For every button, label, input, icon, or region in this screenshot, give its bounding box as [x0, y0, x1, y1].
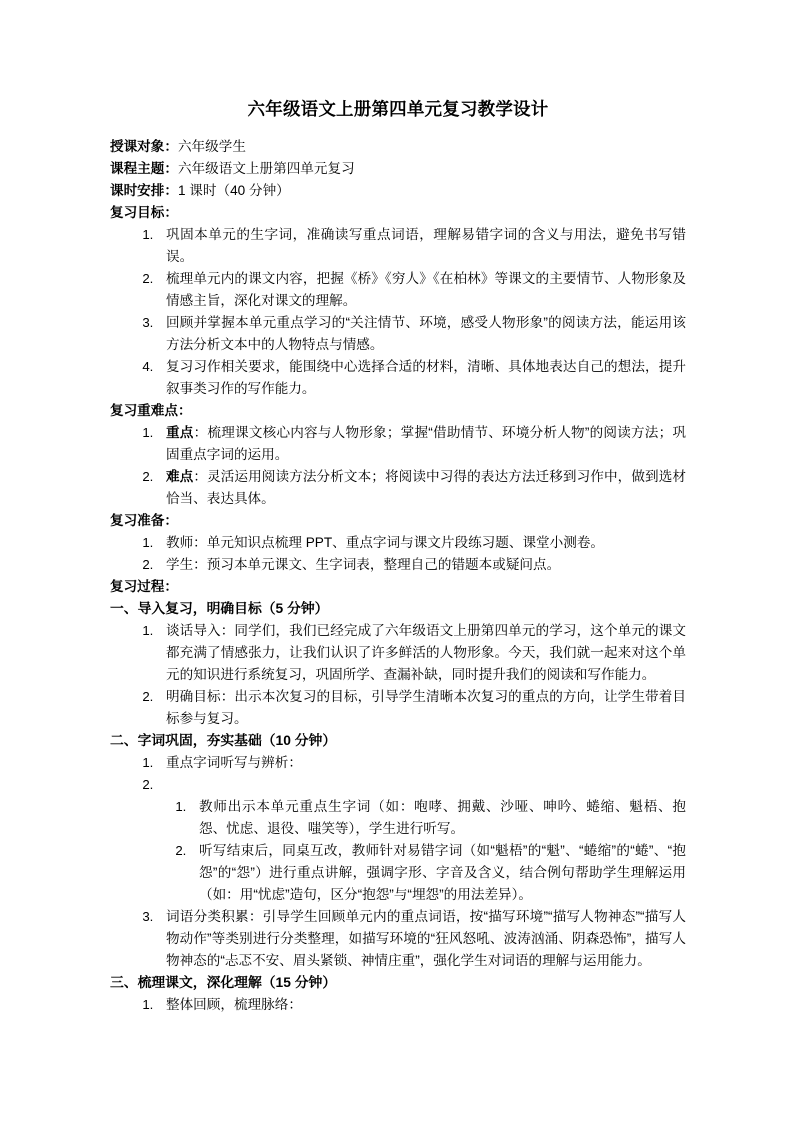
- list-item: [157, 422, 686, 466]
- meta-audience-label: 授课对象: [110, 139, 165, 154]
- list-item: 1. 教师：单元知识点梳理 PPT、重点字词与课文片段练习题、课堂小测卷。: [157, 532, 686, 554]
- list-item: 1. 巩固本单元的生字词，准确读写重点词语，理解易错字词的含义与用法，避免书写错误。: [157, 224, 686, 268]
- meta-topic-value: 六年级语文上册第四单元复习: [177, 161, 355, 176]
- meta-audience: [110, 136, 686, 158]
- list-item: [157, 466, 686, 510]
- section-1-list: [110, 620, 686, 730]
- meta-duration: [110, 180, 686, 202]
- meta-topic-label: 课程主题: [110, 161, 165, 176]
- keypoint-text: 灵活运用阅读方法分析文本；将阅读中习得的表达方法迁移到习作中，做到选材恰当、表达具体。: [166, 469, 686, 506]
- list-item: 1. 教师出示本单元重点生字词（如：咆哮、拥戴、沙哑、呻吟、蜷缩、魁梧、抱怨、忧虑、退役、嗤笑等），学生进行听写。: [190, 796, 686, 840]
- list-item: 2. 明确目标：出示本次复习的目标，引导学生清晰本次复习的重点的方向，让学生带着目标参与复习。: [157, 686, 686, 730]
- keypoints-heading: 复习重难点：: [110, 403, 192, 418]
- list-item: 2. 听写结束后，同桌互改，教师针对易错字词（如“魁梧”的“魁”、“蜷缩”的“蜷”、“抱怨”的“怨”）进行重点讲解，强调字形、字音及含义，结合例句帮助学生理解运用（如：用“忧虑”造句，区分“抱怨”与“埋怨”的用法差异）。: [190, 840, 686, 906]
- keypoint-separator: ：: [193, 425, 208, 440]
- section-heading-3: 三、梳理课文，深化理解（15 分钟）: [110, 975, 337, 990]
- list-item: 1. 重点字词听写与辨析：: [157, 752, 686, 774]
- section-heading-1: 一、导入复习，明确目标（5 分钟）: [110, 601, 329, 616]
- meta-duration-value: 1 课时（40 分钟）: [177, 183, 290, 198]
- list-item: 2. 学生：预习本单元课文、生字词表，整理自己的错题本或疑问点。: [157, 554, 686, 576]
- keypoint-separator: ：: [193, 469, 208, 484]
- meta-duration-label: 课时安排: [110, 183, 165, 198]
- process-heading: 复习过程：: [110, 579, 178, 594]
- page-title: 六年级语文上册第四单元复习教学设计: [247, 99, 549, 119]
- document-content: [110, 96, 686, 1016]
- section-2-list-part1: [110, 752, 686, 796]
- objectives-heading: 复习目标：: [110, 205, 178, 220]
- list-item: 4. 复习习作相关要求，能围绕中心选择合适的材料，清晰、具体地表达自己的想法，提升叙事类习作的写作能力。: [157, 356, 686, 400]
- list-item: [157, 774, 686, 796]
- section-3-list: [110, 994, 686, 1016]
- section-2-sublist: [110, 796, 686, 906]
- list-item: 3. 回顾并掌握本单元重点学习的“关注情节、环境，感受人物形象”的阅读方法，能运用该方法分析文本中的人物特点与情感。: [157, 312, 686, 356]
- section-2-list-part2: [110, 906, 686, 972]
- objectives-list: [110, 224, 686, 400]
- keypoints-list: [110, 422, 686, 510]
- list-item: 2. 梳理单元内的课文内容，把握《桥》《穷人》《在柏林》等课文的主要情节、人物形象及情感主旨，深化对课文的理解。: [157, 268, 686, 312]
- meta-duration-separator: ：: [164, 183, 178, 198]
- keypoint-text: 梳理课文核心内容与人物形象；掌握“借助情节、环境分析人物”的阅读方法；巩固重点字词的运用。: [166, 425, 687, 462]
- section-heading-2: 二、字词巩固，夯实基础（10 分钟）: [110, 733, 337, 748]
- list-item: 1. 整体回顾，梳理脉络：: [157, 994, 686, 1016]
- meta-topic: [110, 158, 686, 180]
- preparation-heading: 复习准备：: [110, 513, 178, 528]
- keypoint-label: 重点: [166, 425, 194, 440]
- preparation-list: [110, 532, 686, 576]
- keypoint-label: 难点: [166, 469, 194, 484]
- meta-audience-separator: ：: [164, 139, 178, 154]
- meta-audience-value: 六年级学生: [177, 139, 246, 154]
- list-item: 1. 谈话导入：同学们，我们已经完成了六年级语文上册第四单元的学习，这个单元的课文都充满了情感张力，让我们认识了许多鲜活的人物形象。今天，我们就一起来对这个单元的知识进行系统复习，巩固所学、查漏补缺，同时提升我们的阅读和写作能力。: [157, 620, 686, 686]
- list-item: 3. 词语分类积累：引导学生回顾单元内的重点词语，按“描写环境”“描写人物神态”“描写人物动作”等类别进行分类整理，如描写环境的“狂风怒吼、波涛汹涌、阴森恐怖”，描写人物神态的“忐忑不安、眉头紧锁、神情庄重”，强化学生对词语的理解与运用能力。: [157, 906, 686, 972]
- meta-topic-separator: ：: [164, 161, 178, 176]
